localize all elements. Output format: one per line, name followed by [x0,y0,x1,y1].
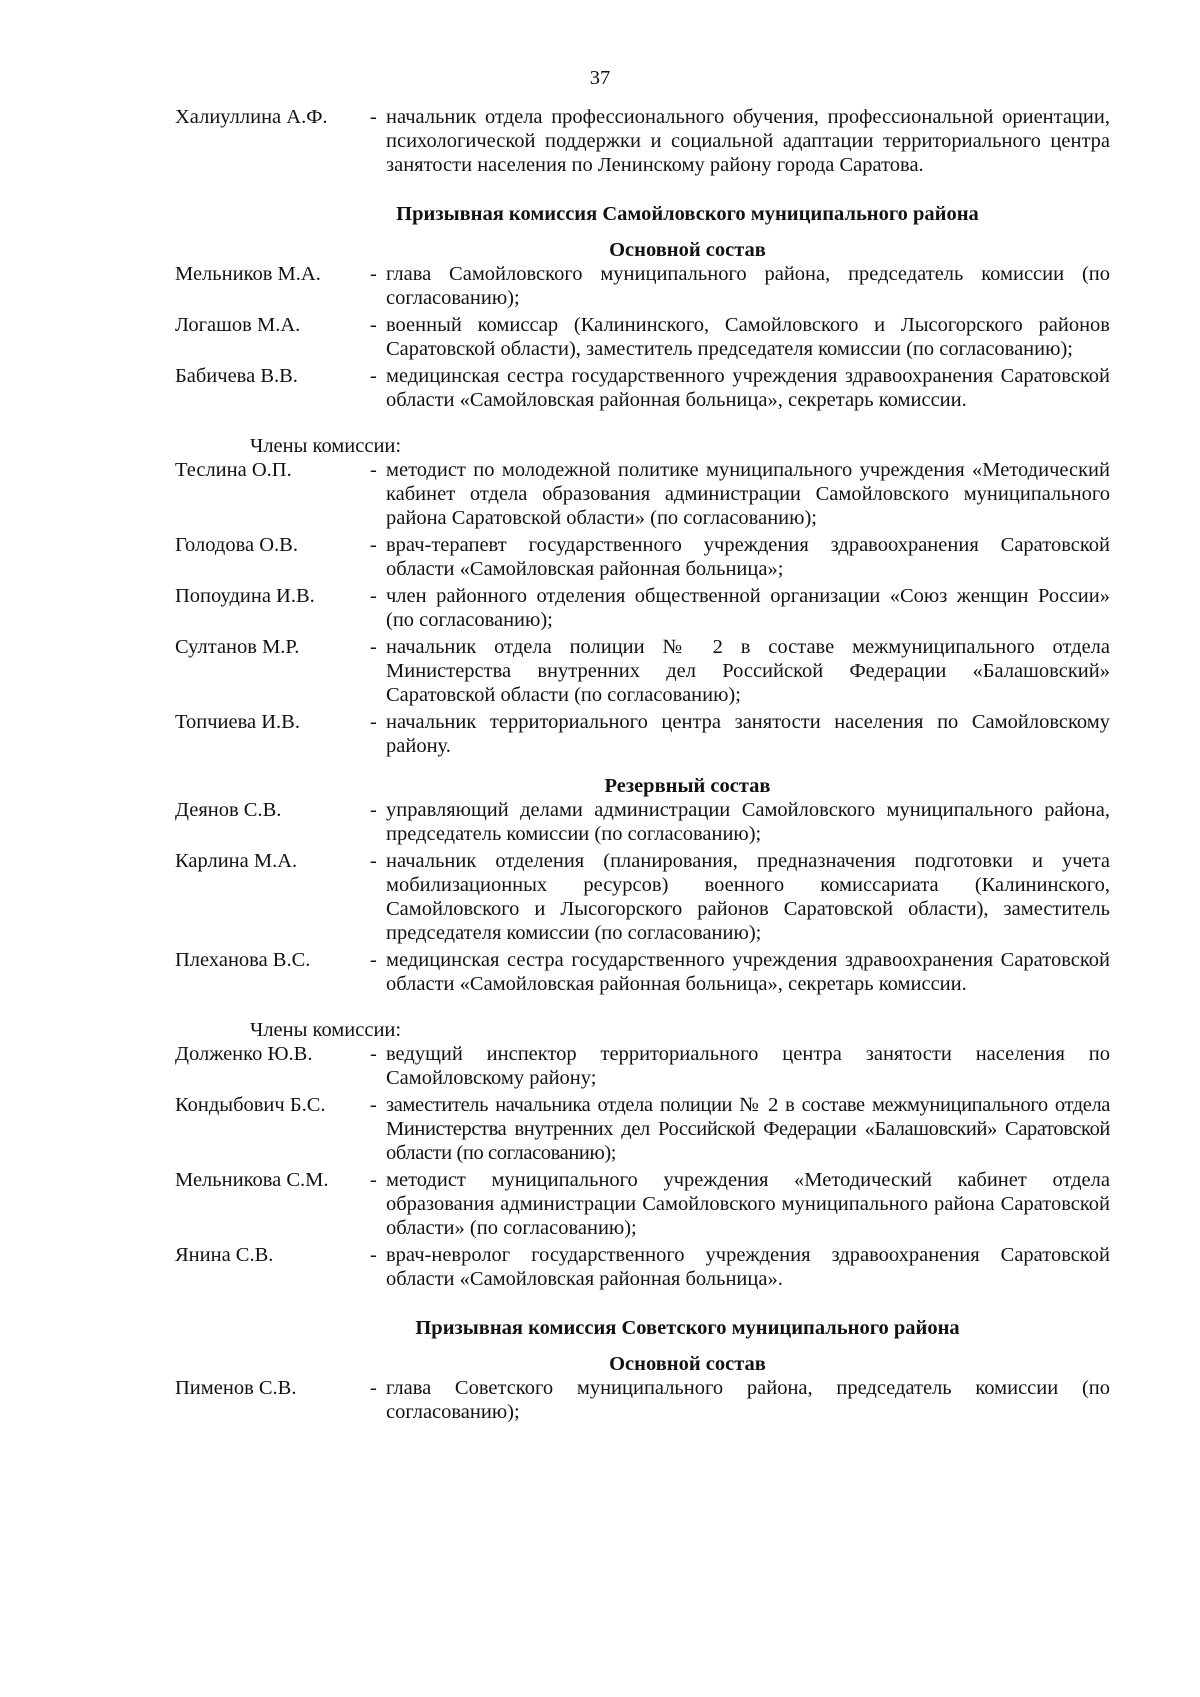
entry: Кондыбович Б.С. - заместитель начальника отдела полиции № 2 в составе межмуниципального отдела Министерства внутренних дел Российской Федерации «Балашовский» Саратовской области (по согласованию); [175,1094,1110,1164]
person-name: Мельникова С.М. [175,1169,329,1191]
entry-intro: Халиуллина А.Ф. - начальник отдела профессионального обучения, профессиональной ориентации, психологической поддержки и социальной адаптации территориального центра занятости населения по Ленинскому району города Саратова. [175,106,1110,176]
entry: Логашов М.А. - военный комиссар (Калининского, Самойловского и Лысогорского районов Саратовской области), заместитель председателя комиссии (по согласованию); [175,314,1110,360]
person-role: врач-невролог государственного учреждения здравоохранения Саратовской области «Самойловская районная больница». [386,1244,1110,1290]
page-number: 37 [589,67,611,89]
entry: Попоудина И.В. - член районного отделения общественной организации «Союз женщин России» (по согласованию); [175,585,1110,631]
entry: Плеханова В.С. - медицинская сестра государственного учреждения здравоохранения Саратовской области «Самойловская районная больница», секретарь комиссии. [175,949,1110,995]
person-name: Плеханова В.С. [175,949,311,971]
person-role: глава Советского муниципального района, председатель комиссии (по согласованию); [386,1377,1110,1423]
person-name: Голодова О.В. [175,534,298,556]
section-title: Резервный состав [604,775,771,797]
entry: Деянов С.В. - управляющий делами администрации Самойловского муниципального района, председатель комиссии (по согласованию); [175,799,1110,845]
section-title: Основной состав [609,239,766,261]
entry: Голодова О.В. - врач-терапевт государственного учреждения здравоохранения Саратовской области «Самойловская районная больница»; [175,534,1110,580]
entry: Пименов С.В. - глава Советского муниципального района, председатель комиссии (по согласованию); [175,1377,1110,1423]
person-name: Халиуллина А.Ф. [175,106,328,128]
person-role: начальник отделения (планирования, предназначения подготовки и учета мобилизационных ресурсов) военного комиссариата (Калининского, Самойловского и Лысогорского районов Саратовской области), заместитель председателя комиссии (по согласованию); [386,850,1110,944]
entry: Бабичева В.В. - медицинская сестра государственного учреждения здравоохранения Саратовской области «Самойловская районная больница», секретарь комиссии. [175,365,1110,411]
person-role: методист по молодежной политике муниципального учреждения «Методический кабинет отдела образования администрации Самойловского муниципального района Саратовской области» (по согласованию); [386,459,1110,529]
person-name: Топчиева И.В. [175,711,300,733]
person-role: заместитель начальника отдела полиции № 2 в составе межмуниципального отдела Министерства внутренних дел Российской Федерации «Балашовский» Саратовской области (по согласованию); [386,1094,1110,1164]
person-role: медицинская сестра государственного учреждения здравоохранения Саратовской области «Самойловская районная больница», секретарь комиссии. [386,365,1110,411]
commission-title: Призывная комиссия Советского муниципального района [415,1317,960,1339]
person-role: ведущий инспектор территориального центра занятости населения по Самойловскому району; [386,1043,1110,1089]
entry: Мельников М.А. - глава Самойловского муниципального района, председатель комиссии (по согласованию); [175,263,1110,309]
person-name: Султанов М.Р. [175,636,300,658]
entry: Карлина М.А. - начальник отделения (планирования, предназначения подготовки и учета мобилизационных ресурсов) военного комиссариата (Калининского, Самойловского и Лысогорского районов Саратовской области), заместитель председателя комиссии (по согласованию); [175,850,1110,944]
entry: Долженко Ю.В. - ведущий инспектор территориального центра занятости населения по Самойловскому району; [175,1043,1110,1089]
entry: Султанов М.Р. - начальник отдела полиции № 2 в составе межмуниципального отдела Министерства внутренних дел Российской Федерации «Балашовский» Саратовской области (по согласованию); [175,636,1110,706]
entry: Янина С.В. - врач-невролог государственного учреждения здравоохранения Саратовской области «Самойловская районная больница». [175,1244,1110,1290]
person-role: член районного отделения общественной организации «Союз женщин России» (по согласованию); [386,585,1110,631]
person-name: Янина С.В. [175,1244,274,1266]
person-name: Кондыбович Б.С. [175,1094,326,1116]
person-name: Логашов М.А. [175,314,301,336]
person-role: управляющий делами администрации Самойловского муниципального района, председатель комиссии (по согласованию); [386,799,1110,845]
person-name: Теслина О.П. [175,459,292,481]
person-role: начальник отдела полиции № 2 в составе межмуниципального отдела Министерства внутренних дел Российской Федерации «Балашовский» Саратовской области (по согласованию); [386,636,1110,706]
person-name: Попоудина И.В. [175,585,315,607]
members-label: Члены комиссии: [250,1019,402,1041]
person-role: медицинская сестра государственного учреждения здравоохранения Саратовской области «Самойловская районная больница», секретарь комиссии. [386,949,1110,995]
person-name: Бабичева В.В. [175,365,298,387]
person-role: начальник территориального центра занятости населения по Самойловскому району. [386,711,1110,757]
person-role: врач-терапевт государственного учреждения здравоохранения Саратовской области «Самойловская районная больница»; [386,534,1110,580]
person-name: Долженко Ю.В. [175,1043,313,1065]
entry: Теслина О.П. - методист по молодежной политике муниципального учреждения «Методический кабинет отдела образования администрации Самойловского муниципального района Саратовской области» (по согласованию); [175,459,1110,529]
person-role: глава Самойловского муниципального района, председатель комиссии (по согласованию); [386,263,1110,309]
person-name: Деянов С.В. [175,799,282,821]
section-title: Основной состав [609,1353,766,1375]
entry: Мельникова С.М. - методист муниципального учреждения «Методический кабинет отдела образования администрации Самойловского муниципального района Саратовской области» (по согласованию); [175,1169,1110,1239]
document-body [175,105,1110,1427]
commission-title: Призывная комиссия Самойловского муниципального района [396,203,979,225]
person-role: начальник отдела профессионального обучения, профессиональной ориентации, психологической поддержки и социальной адаптации территориального центра занятости населения по Ленинскому району города Саратова. [386,106,1110,176]
person-name: Карлина М.А. [175,850,298,872]
entry: Топчиева И.В. - начальник территориального центра занятости населения по Самойловскому району. [175,711,1110,757]
person-name: Пименов С.В. [175,1377,297,1399]
person-role: военный комиссар (Калининского, Самойловского и Лысогорского районов Саратовской области), заместитель председателя комиссии (по согласованию); [386,314,1110,360]
person-name: Мельников М.А. [175,263,321,285]
person-role: методист муниципального учреждения «Методический кабинет отдела образования администрации Самойловского муниципального района Саратовской области» (по согласованию); [386,1169,1110,1239]
members-label: Члены комиссии: [250,435,402,457]
